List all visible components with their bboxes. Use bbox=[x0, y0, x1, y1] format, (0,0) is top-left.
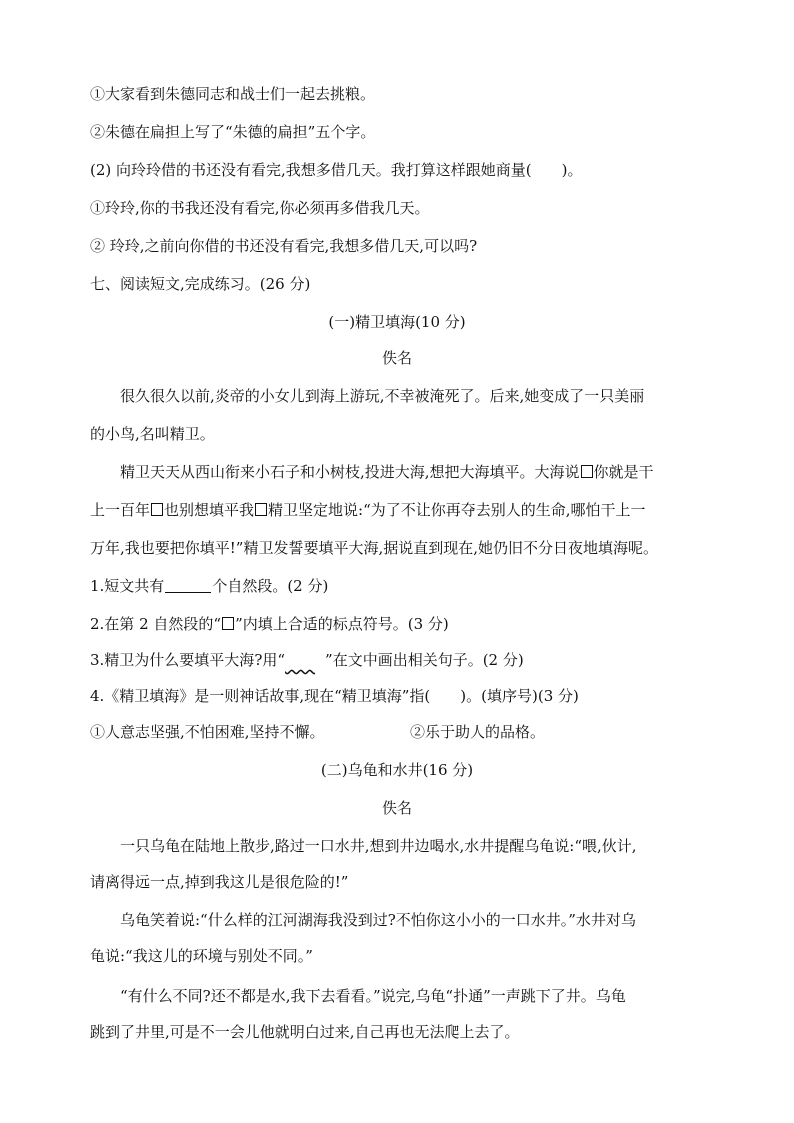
punctuation-box-icon bbox=[222, 617, 234, 630]
passage-text-part: 也别想填平我 bbox=[164, 501, 255, 519]
option-line: ①玲玲,你的书我还没有看完,你必须再多借我几天。 bbox=[90, 199, 430, 217]
passage-text: 一只乌龟在陆地上散步,路过一口水井,想到井边喝水,水井提醒乌龟说:“喂,伙计, bbox=[120, 837, 637, 855]
question-1 bbox=[90, 576, 720, 596]
passage-text: 请离得远一点,掉到我这儿是很危险的!” bbox=[90, 873, 349, 891]
question-text: ”在文中画出相关句子。(2 分) bbox=[325, 651, 524, 669]
question-text: (2) 向玲玲借的书还没有看完,我想多借几天。我打算这样跟她商量( bbox=[90, 161, 532, 179]
answer-blank[interactable] bbox=[165, 578, 211, 593]
question-text: )。(填序号)(3 分) bbox=[460, 687, 579, 705]
question-3 bbox=[90, 650, 720, 670]
option-line: ② 玲玲,之前向你借的书还没有看完,我想多借几天,可以吗? bbox=[90, 237, 478, 255]
question-text: 4.《精卫填海》是一则神话故事,现在“精卫填海”指( bbox=[90, 687, 431, 705]
question-text: ”内填上合适的标点符号。(3 分) bbox=[235, 615, 449, 633]
option-text: ①人意志坚强,不怕困难,坚持不懈。 bbox=[90, 723, 325, 741]
wavy-line-icon bbox=[285, 652, 325, 666]
passage-author: 佚名 bbox=[381, 799, 412, 817]
section-heading: 七、阅读短文,完成练习。(26 分) bbox=[90, 275, 311, 293]
passage-text: 跳到了井里,可是不一会儿他就明白过来,自己再也无法爬上去了。 bbox=[90, 1023, 520, 1041]
punctuation-box[interactable] bbox=[255, 503, 267, 516]
passage-text: “有什么不同?还不都是水,我下去看看。”说完,乌龟“扑通”一声跳下了井。乌龟 bbox=[120, 987, 626, 1005]
question-text: 3.精卫为什么要填平大海?用“ bbox=[90, 651, 286, 669]
passage-text bbox=[90, 500, 720, 520]
question-text: 个自然段。(2 分) bbox=[212, 577, 329, 595]
option-text: ②乐于助人的品格。 bbox=[410, 723, 546, 741]
answer-paren-blank[interactable] bbox=[532, 160, 562, 180]
passage-text: 乌龟笑着说:“什么样的江河湖海我没到过?不怕你这小小的一口水井。”水井对乌 bbox=[120, 911, 636, 929]
passage-text: 很久很久以前,炎帝的小女儿到海上游玩,不幸被淹死了。后来,她变成了一只美丽 bbox=[120, 387, 645, 405]
passage-text: 万年,我也要把你填平!”精卫发誓要填平大海,据说直到现在,她仍旧不分日夜地填海呢。 bbox=[90, 539, 659, 557]
question-text: 2.在第 2 自然段的“ bbox=[90, 615, 222, 633]
question-text: 1.短文共有 bbox=[90, 577, 165, 595]
passage-text: 的小鸟,名叫精卫。 bbox=[90, 425, 215, 443]
passage-text: 龟说:“我这儿的环境与别处不同。” bbox=[90, 947, 313, 965]
punctuation-box[interactable] bbox=[581, 465, 593, 478]
passage-text bbox=[120, 462, 750, 482]
question-text: )。 bbox=[561, 161, 583, 179]
passage-text-part: 上一百年 bbox=[90, 501, 151, 519]
passage-text-part: 精卫坚定地说:“为了不让你再夺去别人的生命,哪怕干上一 bbox=[268, 501, 646, 519]
question-4 bbox=[90, 686, 720, 706]
option-row bbox=[90, 722, 720, 742]
question-2 bbox=[90, 160, 720, 180]
answer-paren-blank[interactable] bbox=[430, 686, 460, 706]
option-line: ②朱德在扁担上写了“朱德的扁担”五个字。 bbox=[90, 123, 376, 141]
punctuation-box[interactable] bbox=[151, 503, 163, 516]
option-line: ①大家看到朱德同志和战士们一起去挑粮。 bbox=[90, 85, 376, 103]
question-2 bbox=[90, 614, 720, 634]
passage-title: (二)乌龟和水井(16 分) bbox=[320, 761, 474, 779]
passage-text-part: 精卫天天从西山衔来小石子和小树枝,投进大海,想把大海填平。大海说 bbox=[120, 463, 580, 481]
passage-title: (一)精卫填海(10 分) bbox=[328, 313, 466, 331]
passage-author: 佚名 bbox=[381, 349, 412, 367]
passage-text-part: 你就是干 bbox=[593, 463, 654, 481]
